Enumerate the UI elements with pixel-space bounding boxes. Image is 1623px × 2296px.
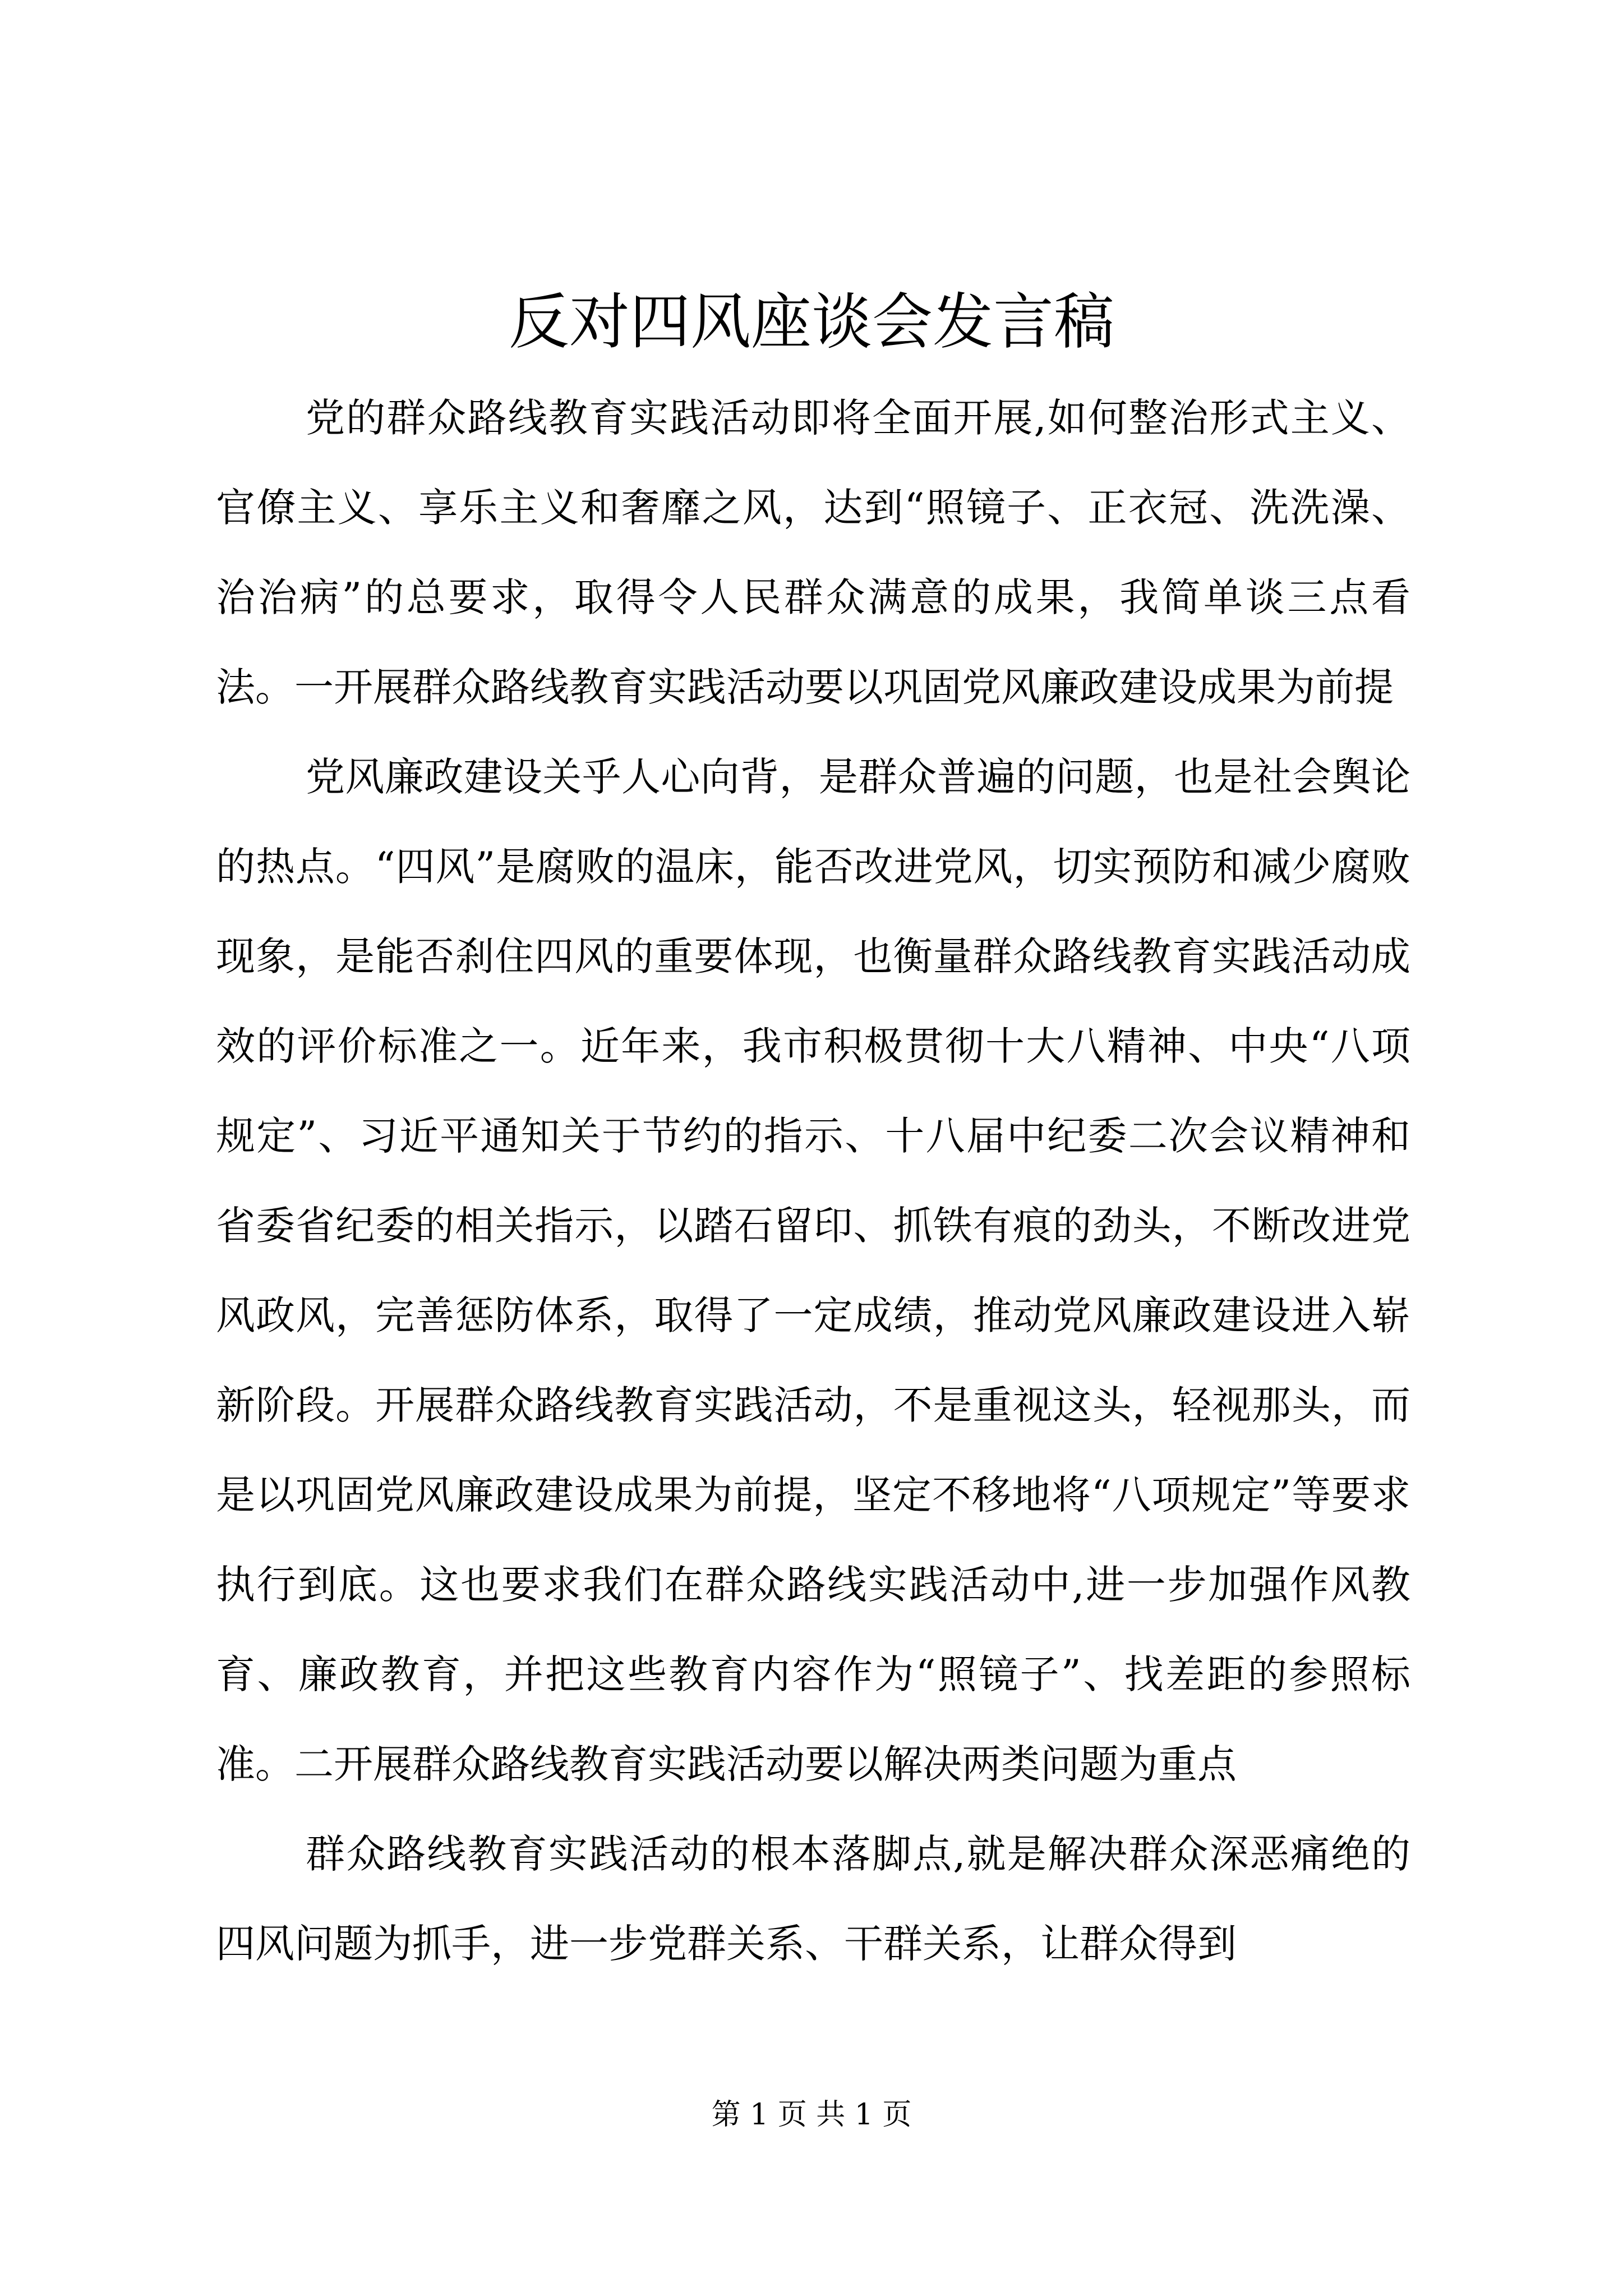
page-number-footer: 第 1 页 共 1 页 [711,2098,912,2132]
paragraph: 党风廉政建设关乎人心向背，是群众普遍的问题，也是社会舆论的热点。“四风”是腐败的温床，能否改进党风，切实预防和减少腐败现象，是能否刹住四风的重要体现，也衡量群众路线教育实践活动成效的评价标准之一。近年来，我市积极贯彻十大八精神、中央“八项规定”、习近平通知关于节约的指示、十八届中纪委二次会议精神和省委省纪委的相关指示，以踏石留印、抓铁有痕的劲头，不断改进党风政风，完善惩防体系，取得了一定成绩，推动党风廉政建设进入崭新阶段。开展群众路线教育实践活动，不是重视这头，轻视那头，而是以巩固党风廉政建设成果为前提，坚定不移地将“八项规定”等要求执行到底。这也要求我们在群众路线实践活动中,进一步加强作风教育、廉政教育，并把这些教育内容作为“照镜子”、找差距的参照标准。二开展群众路线教育实践活动要以解决两类问题为重点 [216,754,1410,1787]
document-title: 反对四风座谈会发言稿 [508,287,1114,357]
paragraph: 党的群众路线教育实践活动即将全面开展,如何整治形式主义、官僚主义、享乐主义和奢靡之风，达到“照镜子、正衣冠、洗洗澡、治治病”的总要求，取得令人民群众满意的成果，我简单谈三点看法。一开展群众路线教育实践活动要以巩固党风廉政建设成果为前提 [216,395,1410,710]
document-body [216,373,1410,1989]
paragraph: 群众路线教育实践活动的根本落脚点,就是解决群众深恶痛绝的四风问题为抓手，进一步党群关系、干群关系，让群众得到 [216,1831,1410,1967]
